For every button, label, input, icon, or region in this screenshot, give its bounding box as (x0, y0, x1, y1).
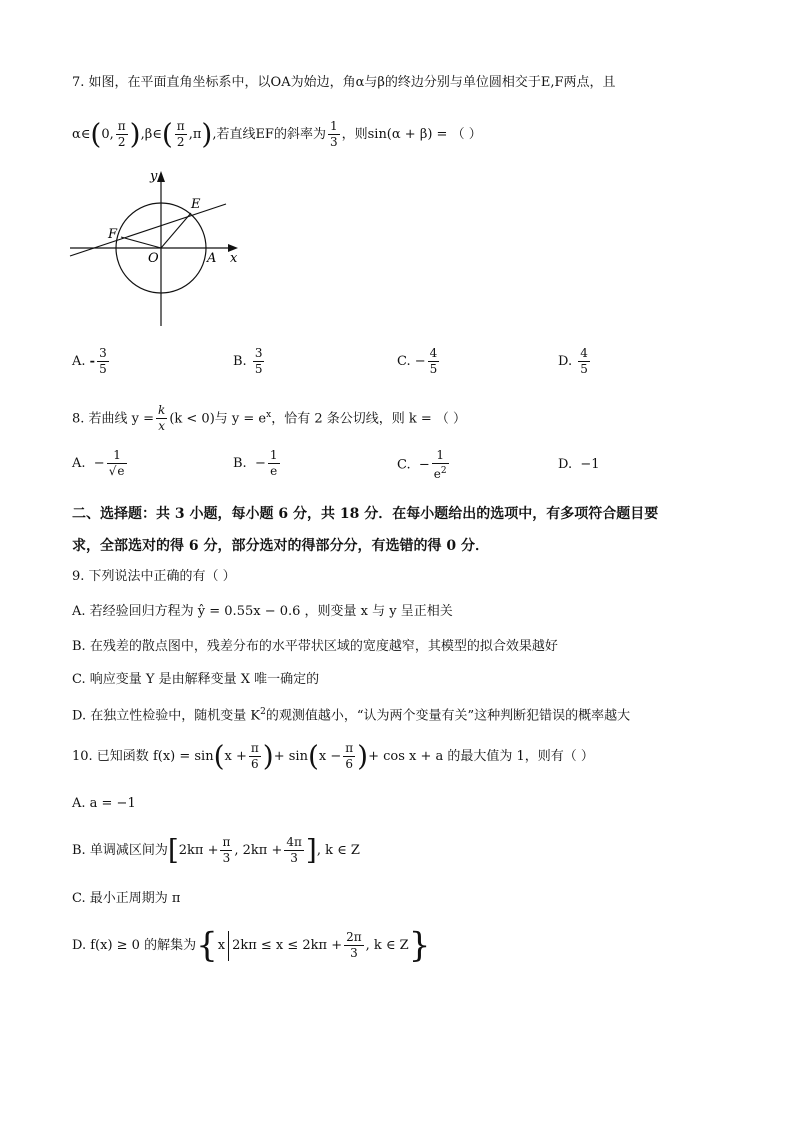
q7-interval2-end: ,π (188, 127, 202, 142)
q8-stem: 8. 若曲线 y = $\frac{k}{x}$ (k < 0)与 $y = e^x$，恰有 2 条公切线，则 k = （ ） (72, 403, 467, 434)
segment-oe (161, 213, 191, 248)
q10-option-d[interactable]: D. f(x) ≥ 0 的解集为{x 2kπ ≤ x ≤ 2kπ + $\frac{2\pi}{3}$ , k ∈ Z} (72, 925, 431, 966)
y-axis-arrow (157, 171, 165, 182)
q7-option-d[interactable]: D. $\frac{4}{5}$ (558, 346, 588, 376)
section2-heading-line1: 二、选择题：共 3 小题，每小题 6 分，共 18 分．在每小题给出的选项中，有多项符合题目要 (72, 506, 659, 522)
label-e: E (191, 197, 201, 212)
q7-option-c[interactable]: C. − $\frac{4}{5}$ (397, 346, 438, 376)
q9-stem: 9. 下列说法中正确的有（ ） (72, 569, 236, 584)
q8-option-c[interactable]: C. − $\frac{1}{e^2}$ (397, 448, 447, 481)
q8-option-d[interactable]: D. −1 (558, 457, 600, 472)
q7-slope-den: 3 (329, 135, 338, 149)
label-o: O (148, 251, 159, 266)
q9-option-b[interactable]: B. 在残差的散点图中，残差分布的水平带状区域的宽度越窄，其模型的拟合效果越好 (72, 639, 558, 654)
label-x: x (230, 251, 238, 266)
label-f: F (108, 227, 118, 242)
q7-text-mid: ,若直线EF的斜率为 (212, 127, 326, 142)
q7-unit-circle-figure (66, 166, 246, 328)
q7-pi-num2: π (176, 119, 185, 133)
q8-option-a[interactable]: A. − $\frac{1}{√e}$ (72, 448, 129, 479)
q7-option-a[interactable]: A. - $\frac{3}{5}$ (72, 346, 107, 376)
q7-two-den2: 2 (176, 135, 185, 149)
q9-option-c[interactable]: C. 响应变量 Y 是由解释变量 X 唯一确定的 (72, 672, 320, 687)
q7-cond-prefix: α∈ (72, 127, 91, 142)
q9-option-d[interactable]: D. 在独立性检验中，随机变量 $K^2$的观测值越小，“认为两个变量有关”这种判断犯错误的概率越大 (72, 707, 631, 724)
q7-text-end: ，则sin(α + β) = （ ） (341, 127, 482, 142)
label-a: A (207, 251, 217, 266)
q9-option-a[interactable]: A. 若经验回归方程为 ŷ = 0.55x − 0.6 ，则变量 x 与 y 呈正相关 (72, 604, 453, 619)
q8-option-b[interactable]: B. − $\frac{1}{e}$ (233, 448, 278, 478)
q10-option-b[interactable]: B. 单调减区间为[2kπ + $\frac{\pi}{3}$ , 2kπ + $\frac{4\pi}{3}$ ], k ∈ Z (72, 833, 360, 867)
q7-two-den1: 2 (117, 135, 126, 149)
label-y: y (150, 169, 158, 184)
q7-pi-num1: π (117, 119, 126, 133)
q7-stem-line2: α∈(0, $\frac{\pi}{2}$ ),β∈( $\frac{\pi}{2}$ ,π),若直线EF的斜率为 $\frac{1}{3}$ ，则sin(α + β) = （ ） (72, 117, 482, 151)
q10-stem: 10. 已知函数 f(x) = sin(x + $\frac{\pi}{6}$ )+ sin(x − $\frac{\pi}{6}$ )+ cos x + a 的最大值为 1，则有（ ） (72, 739, 594, 773)
q7-option-b[interactable]: B. $\frac{3}{5}$ (233, 346, 263, 376)
q7-sep: ,β∈ (140, 127, 162, 142)
q10-option-a[interactable]: A. a = −1 (72, 796, 136, 811)
q7-interval1-a: 0, (101, 127, 114, 142)
q10-option-c[interactable]: C. 最小正周期为 π (72, 891, 181, 906)
segment-of (121, 237, 161, 248)
section2-heading-line2: 求，全部选对的得 6 分，部分选对的得部分分，有选错的得 0 分． (72, 538, 489, 554)
q7-stem-line1: 7. 如图，在平面直角坐标系中，以OA为始边，角α与β的终边分别与单位圆相交于E,F两点，且 (72, 75, 616, 90)
q7-slope-num: 1 (329, 119, 338, 133)
